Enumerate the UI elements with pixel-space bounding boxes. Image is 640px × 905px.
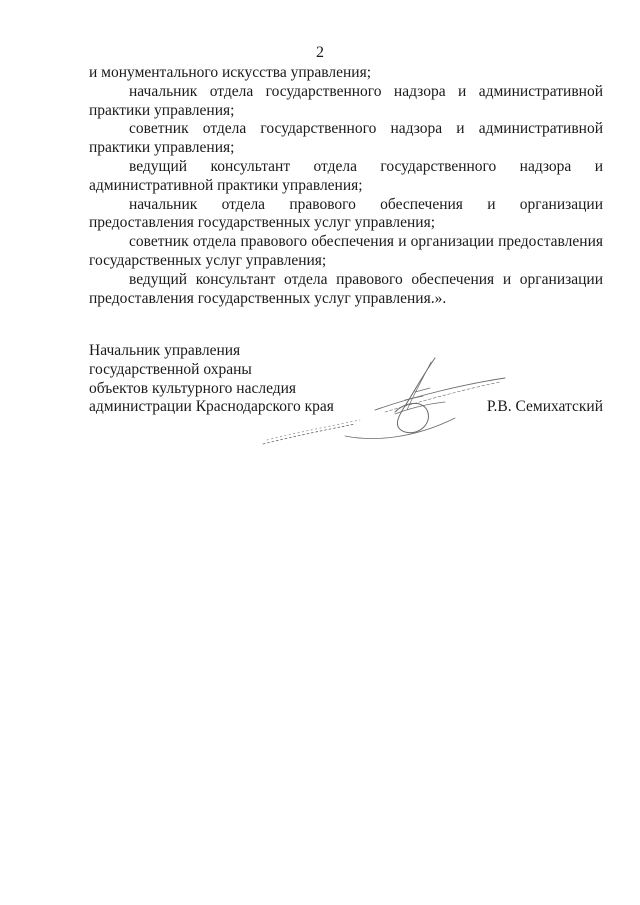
paragraph-7: ведущий консультант отдела правового обеспечения и организации предоставления государственных услуг управления.». — [89, 270, 603, 307]
paragraph-5: начальник отдела правового обеспечения и организации предоставления государственных услуг управления; — [89, 195, 603, 232]
signatory-title-line-1: Начальник управления — [89, 342, 241, 359]
paragraph-3: советник отдела государственного надзора и административной практики управления; — [89, 120, 603, 157]
signatory-title-line-4: администрации Краснодарского края — [89, 398, 334, 416]
paragraph-2: начальник отдела государственного надзора и административной практики управления; — [89, 82, 603, 119]
paragraph-1: и монументального искусства управления; — [89, 64, 372, 81]
paragraph-4: ведущий консультант отдела государственного надзора и административной практики управления; — [89, 157, 603, 194]
handwritten-signature — [255, 352, 515, 452]
signatory-title-line-2: государственной охраны — [89, 360, 252, 378]
paragraph-6: советник отдела правового обеспечения и организации предоставления государственных услуг управления; — [89, 233, 603, 269]
document-body — [89, 64, 603, 308]
signatory-title-line-3: объектов культурного наследия — [89, 379, 297, 397]
page-number: 2 — [316, 44, 324, 61]
signatory-name: Р.В. Семихатский — [486, 398, 603, 416]
